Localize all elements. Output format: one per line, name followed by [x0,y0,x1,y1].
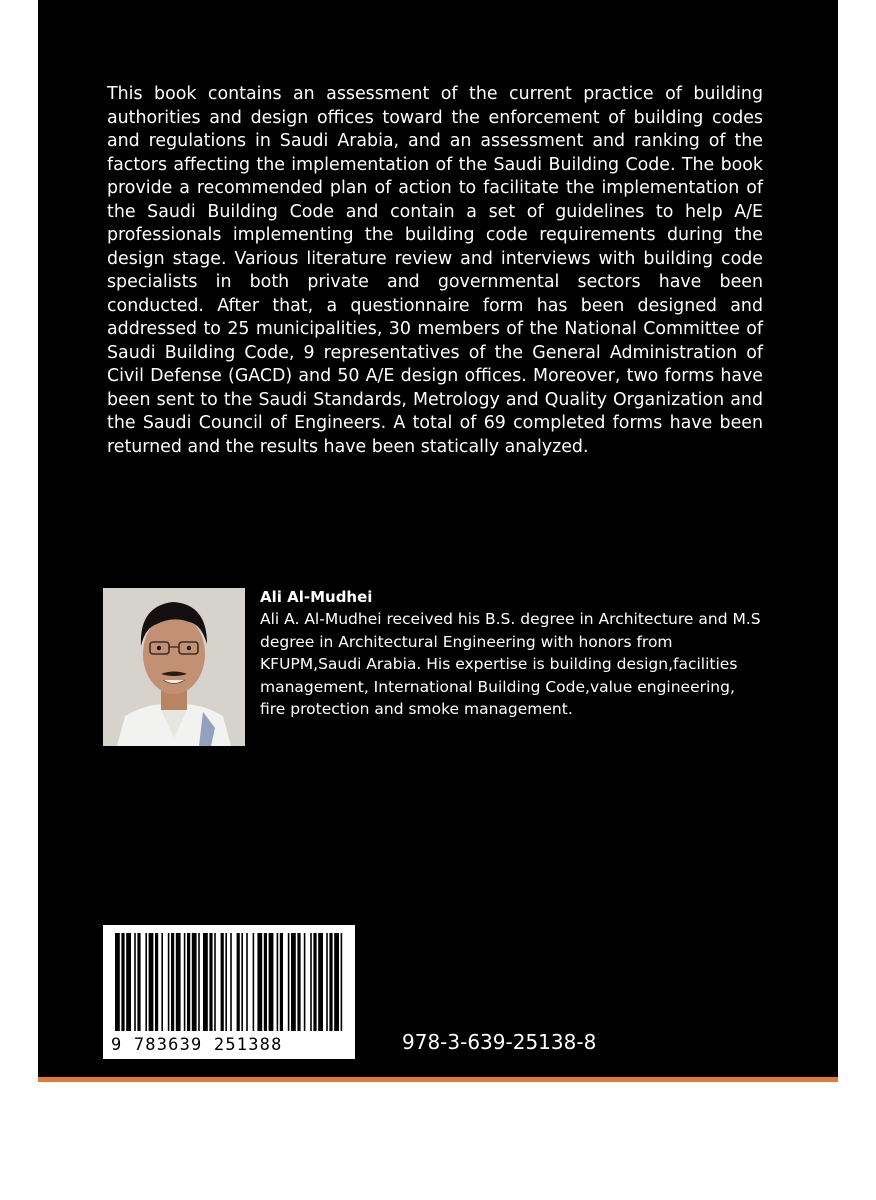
barcode-digits: 9 783639 251388 [111,1035,283,1055]
accent-strip [38,1077,838,1082]
book-description: This book contains an assessment of the current practice of building authorities and design offices toward the enforcement of building codes and regulations in Saudi Arabia, and an assessment and ranking of the factors affecting the implementation of the Saudi Building Code. The book provide a recommended plan of action to facilitate the implementation of the Saudi Building Code and contain a set of guidelines to help A/E professionals implementing the building code requirements during the design stage. Various literature review and interviews with building code specialists in both private and governmental sectors have been conducted. After that, a questionnaire form has been designed and addressed to 25 municipalities, 30 members of the National Committee of Saudi Building Code, 9 representatives of the General Administration of Civil Defense (GACD) and 50 A/E design offices. Moreover, two forms have been sent to the Saudi Standards, Metrology and Quality Organization and the Saudi Council of Engineers. A total of 69 completed forms have been returned and the results have been statically analyzed. [107,84,763,457]
author-bio: Ali A. Al-Mudhei received his B.S. degree in Architecture and M.S degree in Architectural Engineering with honors from KFUPM,Saudi Arabia. His expertise is building design,facilities management, International Building Code,value engineering, fire protection and smoke management. [260,610,761,718]
isbn-number: 978-3-639-25138-8 [402,1030,597,1054]
isbn-barcode [103,925,355,1059]
author-photo [103,588,245,746]
author-name: Ali Al-Mudhei [260,588,373,606]
